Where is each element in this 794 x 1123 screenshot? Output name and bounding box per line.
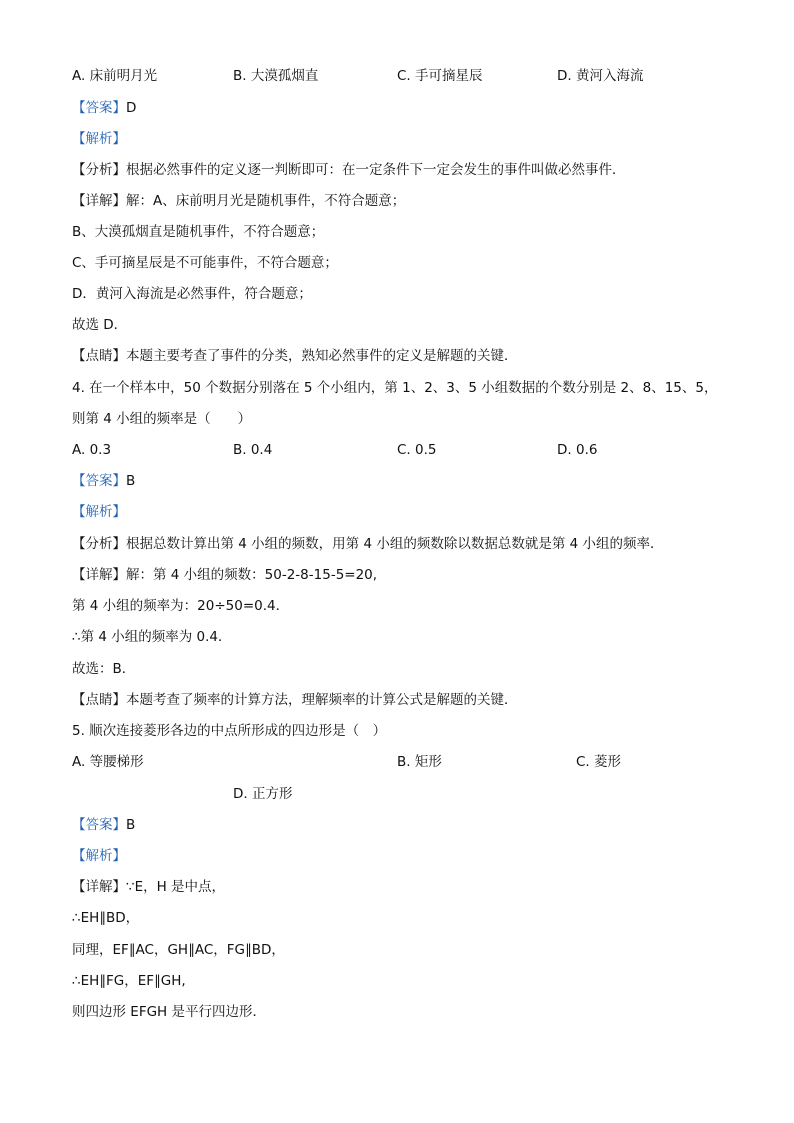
q3-dianjing — [72, 346, 518, 366]
q4-conclusion: 故选：B． — [72, 661, 136, 677]
xiangjie-text: 解：A、床前明月光是随机事件，不符合题意； — [126, 193, 406, 209]
fenxi-tag: 【分析】 — [72, 162, 126, 178]
xiangjie-tag: 【详解】 — [72, 193, 126, 209]
q3-answer — [72, 98, 136, 118]
answer-value: B — [126, 473, 136, 489]
q3-option-c: C. 手可摘星辰 — [397, 68, 483, 84]
xiangjie-tag: 【详解】 — [72, 879, 126, 895]
answer-tag: 【答案】 — [72, 817, 126, 833]
q4-fenxi — [72, 534, 664, 554]
analysis-tag: 【解析】 — [72, 504, 126, 520]
q4-option-d: D. 0.6 — [557, 442, 598, 458]
q5-solution-line: 同理，EF∥AC，GH∥AC，FG∥BD， — [72, 942, 285, 958]
q3-xiangjie — [72, 191, 405, 211]
q4-xiangjie — [72, 565, 377, 585]
answer-value: B — [126, 817, 136, 833]
xiangjie-text: 解：第 4 小组的频数：50-2-8-15-5=20, — [126, 567, 378, 583]
q4-solution-line: ∴第 4 小组的频率为 0.4． — [72, 629, 232, 645]
q5-stem: 5. 顺次连接菱形各边的中点所形成的四边形是（ ） — [72, 723, 387, 739]
dianjing-tag: 【点睛】 — [72, 348, 126, 364]
q5-option-b: B. 矩形 — [397, 754, 442, 770]
q4-dianjing — [72, 690, 518, 710]
q4-solution-line: 第 4 小组的频率为：20÷50=0.4． — [72, 598, 290, 614]
q4-answer — [72, 471, 135, 491]
dianjing-text: 本题考查了频率的计算方法，理解频率的计算公式是解题的关键． — [126, 692, 518, 708]
answer-tag: 【答案】 — [72, 100, 126, 116]
q3-solution-line: C、手可摘星辰是不可能事件，不符合题意； — [72, 255, 338, 271]
q3-fenxi — [72, 160, 626, 180]
q3-solution-line: D．黄河入海流是必然事件，符合题意； — [72, 286, 312, 302]
q5-analysis-heading — [72, 846, 126, 866]
q4-option-b: B. 0.4 — [233, 442, 273, 458]
dianjing-text: 本题主要考查了事件的分类，熟知必然事件的定义是解题的关键． — [126, 348, 518, 364]
q5-conclusion: 则四边形 EFGH 是平行四边形． — [72, 1004, 266, 1020]
q3-analysis-heading — [72, 129, 126, 149]
answer-tag: 【答案】 — [72, 473, 126, 489]
q4-stem-line2: 则第 4 小组的频率是（ ） — [72, 411, 252, 427]
q5-xiangjie — [72, 877, 225, 897]
q4-analysis-heading — [72, 502, 126, 522]
analysis-tag: 【解析】 — [72, 131, 126, 147]
q3-option-b: B. 大漠孤烟直 — [233, 68, 319, 84]
q5-solution-line: ∴EH∥FG，EF∥GH, — [72, 973, 186, 989]
q5-option-c: C. 菱形 — [576, 754, 622, 770]
analysis-tag: 【解析】 — [72, 848, 126, 864]
q3-conclusion: 故选 D． — [72, 317, 128, 333]
fenxi-text: 根据必然事件的定义逐一判断即可：在一定条件下一定会发生的事件叫做必然事件． — [126, 162, 626, 178]
q4-option-a: A. 0.3 — [72, 442, 112, 458]
answer-value: D — [126, 100, 137, 116]
q4-option-c: C. 0.5 — [397, 442, 437, 458]
q5-option-d: D. 正方形 — [233, 786, 293, 802]
fenxi-text: 根据总数计算出第 4 小组的频数，用第 4 小组的频数除以数据总数就是第 4 小组的频率． — [126, 536, 664, 552]
xiangjie-tag: 【详解】 — [72, 567, 126, 583]
q5-answer — [72, 815, 135, 835]
q4-stem-line1: 4. 在一个样本中，50 个数据分别落在 5 个小组内，第 1、2、3、5 小组数据的个数分别是 2、8、15、5， — [72, 380, 718, 396]
q5-option-a: A. 等腰梯形 — [72, 754, 144, 770]
xiangjie-text: ∵E，H 是中点， — [126, 879, 226, 895]
q5-solution-line: ∴EH∥BD， — [72, 910, 140, 926]
q3-option-a: A. 床前明月光 — [72, 68, 158, 84]
q3-option-d: D. 黄河入海流 — [557, 68, 644, 84]
dianjing-tag: 【点睛】 — [72, 692, 126, 708]
fenxi-tag: 【分析】 — [72, 536, 126, 552]
q3-solution-line: B、大漠孤烟直是随机事件，不符合题意； — [72, 224, 325, 240]
